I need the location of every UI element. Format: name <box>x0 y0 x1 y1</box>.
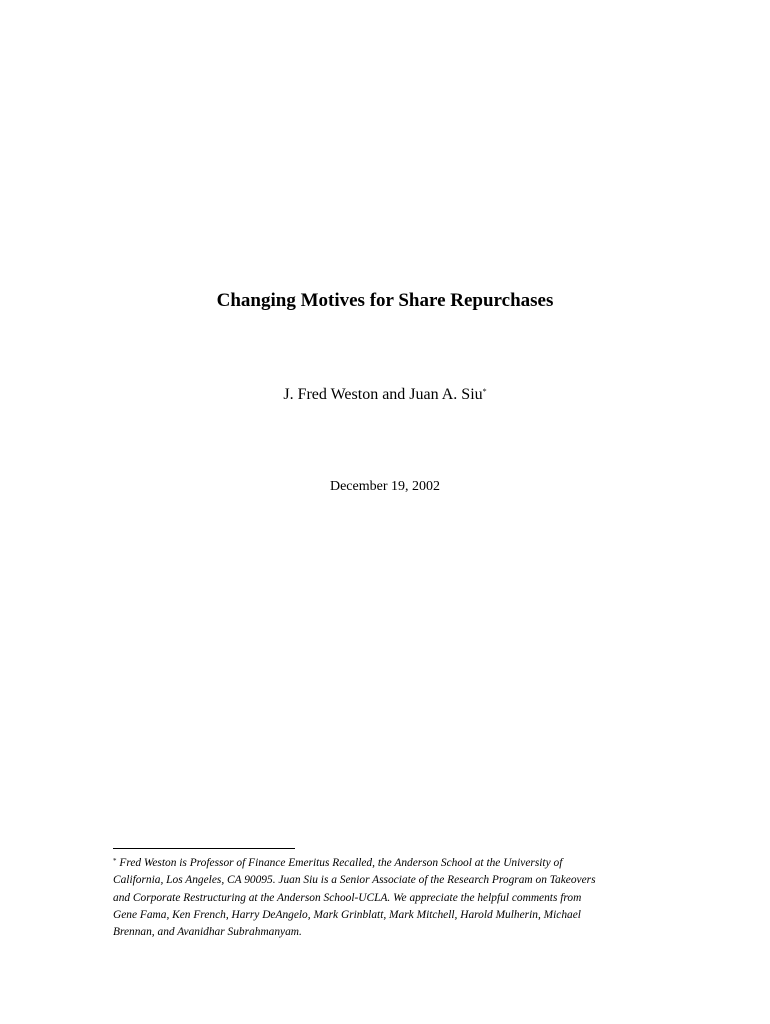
footnote-line: California, Los Angeles, CA 90095. Juan Siu is a Senior Associate of the Research Program on Takeovers <box>113 874 596 887</box>
footnote-divider <box>113 848 295 849</box>
footnote-marker: * <box>113 857 117 865</box>
footnote-text: Fred Weston is Professor of Finance Emeritus Recalled, the Anderson School at the University of <box>119 857 563 869</box>
paper-title: Changing Motives for Share Repurchases <box>216 290 554 311</box>
footnote <box>113 855 673 941</box>
footnote-line: Brennan, and Avanidhar Subrahmanyam. <box>113 926 302 939</box>
footnote-line: Gene Fama, Ken French, Harry DeAngelo, Mark Grinblatt, Mark Mitchell, Harold Mulherin, Michael <box>113 908 581 921</box>
footnote-line: and Corporate Restructuring at the Anderson School-UCLA. We appreciate the helpful comments from <box>113 891 582 904</box>
author-names: J. Fred Weston and Juan A. Siu <box>283 386 483 403</box>
author-footnote-marker: * <box>482 387 487 396</box>
paper-authors <box>0 384 770 406</box>
footnote-line <box>113 855 673 872</box>
paper-date: December 19, 2002 <box>329 479 441 494</box>
